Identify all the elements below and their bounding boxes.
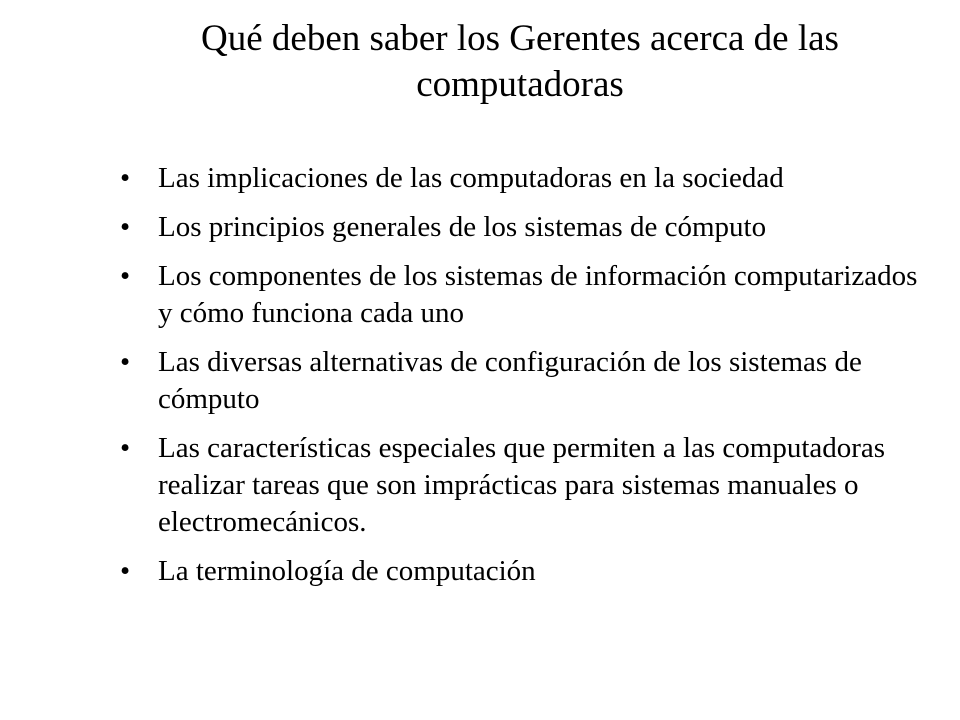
bullet-dot-icon: • [120, 211, 131, 243]
bullet-list [116, 160, 936, 602]
slide-title-line-1: Qué deben saber los Gerentes acerca de las [201, 18, 839, 59]
slide-title-line-2: computadoras [416, 64, 624, 105]
bullet-item [116, 209, 936, 246]
bullet-text: Los principios generales de los sistemas de cómputo [158, 211, 767, 243]
bullet-item [116, 553, 936, 590]
bullet-item [116, 160, 936, 197]
bullet-dot-icon: • [120, 346, 131, 378]
bullet-item [116, 258, 936, 332]
bullet-item [116, 344, 936, 418]
bullet-dot-icon: • [120, 555, 131, 587]
bullet-text: Las diversas alternativas de configuración de los sistemas de cómputo [158, 346, 862, 415]
bullet-dot-icon: • [120, 260, 131, 292]
bullet-dot-icon: • [120, 432, 131, 464]
bullet-text: La terminología de computación [158, 555, 536, 587]
bullet-text: Las implicaciones de las computadoras en la sociedad [158, 162, 784, 194]
bullet-item [116, 430, 936, 541]
bullet-text: Las características especiales que permiten a las computadoras realizar tareas que son imprácticas para sistemas manuales o electromecánicos. [158, 432, 886, 538]
slide-title [80, 16, 960, 108]
bullet-dot-icon: • [120, 162, 131, 194]
bullet-text: Los componentes de los sistemas de información computarizados y cómo funciona cada uno [158, 260, 918, 329]
